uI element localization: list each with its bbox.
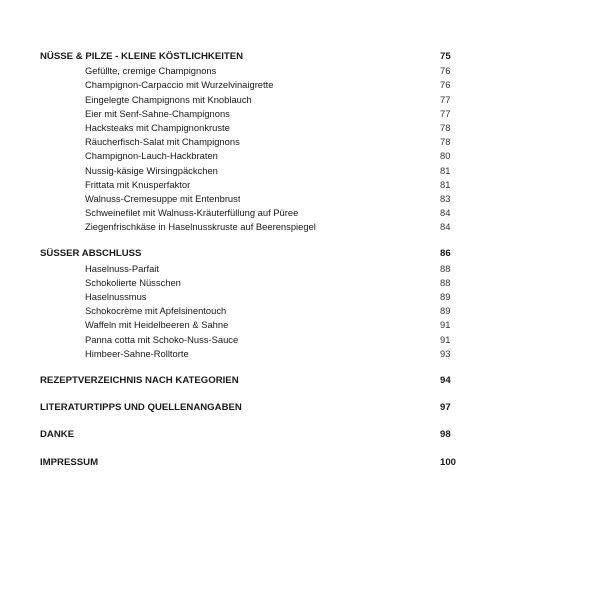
recipe-title: Schokolierte Nüsschen xyxy=(85,276,181,288)
recipe-title: Champignon-Lauch-Hackbraten xyxy=(85,150,218,162)
recipe-page-number: 81 xyxy=(440,178,451,190)
toc-chapter-heading[interactable] xyxy=(40,374,460,388)
toc-entry[interactable] xyxy=(40,276,460,290)
recipe-title: Eingelegte Champignons mit Knoblauch xyxy=(85,93,252,105)
recipe-page-number: 93 xyxy=(440,347,451,359)
recipe-page-number: 80 xyxy=(440,150,451,162)
chapter-title: IMPRESSUM xyxy=(40,456,99,468)
chapter-title: DANKE xyxy=(40,429,75,441)
recipe-title: Frittata mit Knusperfaktor xyxy=(85,178,191,190)
recipe-title: Schweinefilet mit Walnuss-Kräuterfüllung auf Püree xyxy=(85,207,299,219)
recipe-title: Gefüllte, cremige Champignons xyxy=(85,65,217,77)
toc-entry[interactable] xyxy=(40,290,460,304)
recipe-title: Haselnuss-Parfait xyxy=(85,262,159,274)
chapter-title: SÜSSER ABSCHLUSS xyxy=(40,248,142,260)
toc-section xyxy=(40,247,460,361)
chapter-title: NÜSSE & PILZE - KLEINE KÖSTLICHKEITEN xyxy=(40,51,244,62)
toc-entry[interactable] xyxy=(40,262,460,276)
toc-chapter-heading[interactable] xyxy=(40,50,460,64)
toc-section xyxy=(40,374,460,388)
recipe-page-number: 91 xyxy=(440,333,451,345)
toc-entry[interactable] xyxy=(40,304,460,318)
recipe-title: Eier mit Senf-Sahne-Champignons xyxy=(85,107,230,119)
recipe-title: Hacksteaks mit Champignonkruste xyxy=(85,121,230,133)
recipe-title: Ziegenfrischkäse in Haselnusskruste auf Beerenspiegel xyxy=(85,221,316,233)
chapter-page-number: 100 xyxy=(440,456,457,468)
toc-section xyxy=(40,428,460,442)
toc-entry[interactable] xyxy=(40,93,460,107)
toc-section xyxy=(40,456,460,470)
toc-entry[interactable] xyxy=(40,107,460,121)
recipe-page-number: 78 xyxy=(440,121,451,133)
toc-chapter-heading[interactable] xyxy=(40,401,460,415)
toc-chapter-heading[interactable] xyxy=(40,247,460,261)
recipe-title: Haselnussmus xyxy=(85,291,147,302)
recipe-page-number: 81 xyxy=(440,164,451,176)
table-of-contents xyxy=(40,50,460,483)
recipe-title: Himbeer-Sahne-Rolltorte xyxy=(85,347,189,359)
recipe-title: Schokocrème mit Apfelsinentouch xyxy=(85,305,227,317)
recipe-page-number: 76 xyxy=(440,79,451,91)
toc-entry[interactable] xyxy=(40,164,460,178)
toc-entry[interactable] xyxy=(40,178,460,192)
recipe-page-number: 88 xyxy=(440,276,451,288)
toc-section xyxy=(40,401,460,415)
chapter-page-number: 75 xyxy=(440,51,451,62)
toc-entry[interactable] xyxy=(40,78,460,92)
recipe-page-number: 84 xyxy=(440,221,451,233)
toc-entry[interactable] xyxy=(40,149,460,163)
recipe-title: Panna cotta mit Schoko-Nuss-Sauce xyxy=(85,333,239,345)
toc-entry[interactable] xyxy=(40,220,460,234)
toc-chapter-heading[interactable] xyxy=(40,428,460,442)
recipe-page-number: 91 xyxy=(440,319,451,331)
recipe-page-number: 88 xyxy=(440,262,451,274)
chapter-title: LITERATURTIPPS UND QUELLENANGABEN xyxy=(40,402,242,414)
recipe-title: Nussig-käsige Wirsingpäckchen xyxy=(85,164,218,176)
recipe-page-number: 89 xyxy=(440,305,451,317)
chapter-page-number: 94 xyxy=(440,374,451,386)
recipe-page-number: 77 xyxy=(440,107,451,119)
chapter-page-number: 97 xyxy=(440,402,451,414)
recipe-page-number: 78 xyxy=(440,136,451,148)
recipe-page-number: 76 xyxy=(440,65,451,77)
chapter-page-number: 98 xyxy=(440,429,451,441)
recipe-page-number: 83 xyxy=(440,192,451,204)
toc-entry[interactable] xyxy=(40,347,460,361)
toc-chapter-heading[interactable] xyxy=(40,456,460,470)
toc-entry[interactable] xyxy=(40,64,460,78)
recipe-page-number: 84 xyxy=(440,207,451,219)
toc-entry[interactable] xyxy=(40,333,460,347)
recipe-page-number: 77 xyxy=(440,93,451,105)
toc-section xyxy=(40,50,460,234)
toc-entry[interactable] xyxy=(40,318,460,332)
toc-entry[interactable] xyxy=(40,121,460,135)
chapter-page-number: 86 xyxy=(440,248,451,260)
chapter-title: REZEPTVERZEICHNIS NACH KATEGORIEN xyxy=(40,374,239,386)
toc-entry[interactable] xyxy=(40,135,460,149)
recipe-title: Räucherfisch-Salat mit Champignons xyxy=(85,136,240,148)
toc-entry[interactable] xyxy=(40,206,460,220)
toc-entry[interactable] xyxy=(40,192,460,206)
recipe-page-number: 89 xyxy=(440,291,451,302)
recipe-title: Champignon-Carpaccio mit Wurzelvinaigrette xyxy=(85,79,274,91)
recipe-title: Walnuss-Cremesuppe mit Entenbrust xyxy=(85,192,241,204)
recipe-title: Waffeln mit Heidelbeeren & Sahne xyxy=(85,319,229,331)
